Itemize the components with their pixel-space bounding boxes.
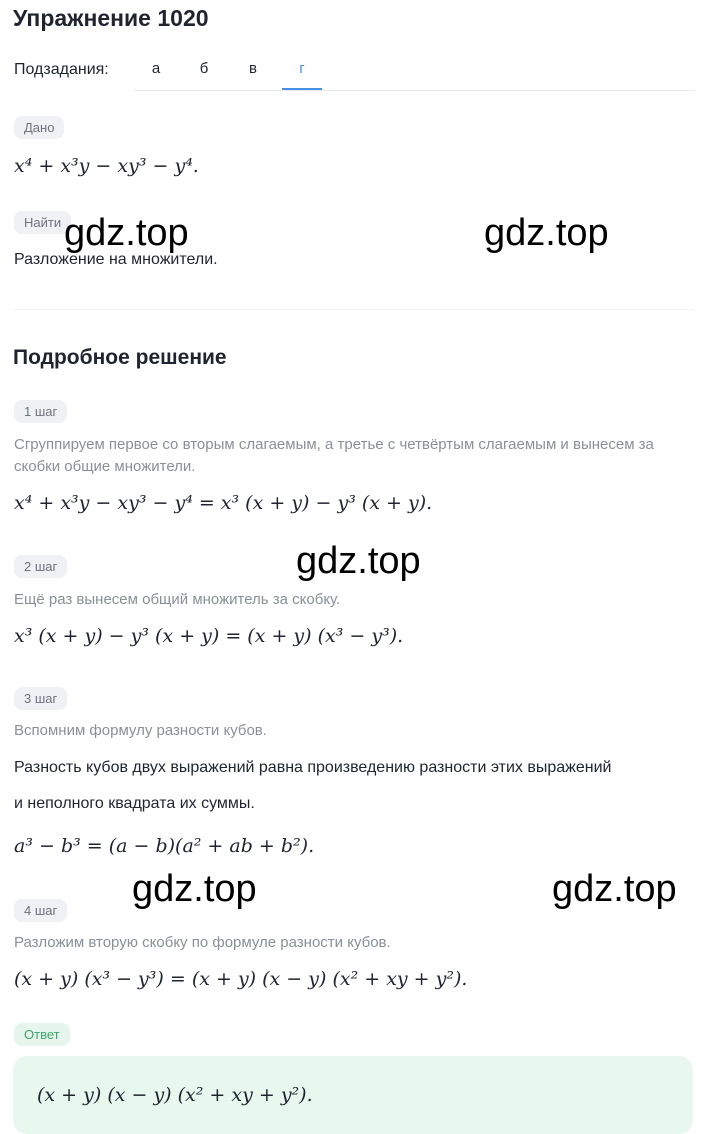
find-text: Разложение на множители. [14,251,218,268]
step-3-rule: Разность кубов двух выражений равна произведению разности этих выражений и неполного квадрата их суммы. [14,759,612,812]
step-2-expression: x³ (x + y) − y³ (x + y) = (x + y) (x³ − y³). [14,625,404,647]
solution-heading: Подробное решение [13,346,227,369]
watermark: gdz.top [484,212,609,254]
step-3-expression: a³ − b³ = (a − b)(a² + ab + b²). [14,835,315,857]
step-2-chip: 2 шаг [14,555,67,578]
tab-b[interactable]: б [199,60,209,77]
step-2-text: Ещё раз вынесем общий множитель за скобку. [14,591,341,608]
tab-g[interactable]: г [282,60,322,90]
step-1-chip: 1 шаг [14,400,67,423]
subtask-tabs [134,50,694,91]
answer-expression: (x + y) (x − y) (x² + xy + y²). [37,1084,313,1106]
watermark: gdz.top [552,868,677,910]
find-chip: Найти [14,211,71,234]
step-3-text: Вспомним формулу разности кубов. [14,722,267,739]
subtasks-label: Подзадания: [14,61,109,78]
step-4-text: Разложим вторую скобку по формуле разности кубов. [14,934,391,951]
page-title: Упражнение 1020 [13,5,209,31]
watermark: gdz.top [132,868,257,910]
watermark: gdz.top [296,540,421,582]
step-1-text: Сгруппируем первое со вторым слагаемым, а третье с четвёртым слагаемым и вынесем за скобки общие множители. [14,436,654,475]
step-1-expression: x⁴ + x³y − xy³ − y⁴ = x³ (x + y) − y³ (x + y). [14,492,433,514]
section-divider [14,309,694,310]
step-3-chip: 3 шаг [14,687,67,710]
tab-a[interactable]: а [151,60,161,77]
given-chip: Дано [14,116,64,139]
step-4-chip: 4 шаг [14,899,67,922]
watermark: gdz.top [64,212,189,254]
answer-chip: Ответ [14,1023,70,1046]
step-4-expression: (x + y) (x³ − y³) = (x + y) (x − y) (x² + xy + y²). [14,968,468,990]
given-expression: x⁴ + x³y − xy³ − y⁴. [14,155,199,177]
answer-box [13,1056,693,1134]
tab-v[interactable]: в [249,60,257,77]
